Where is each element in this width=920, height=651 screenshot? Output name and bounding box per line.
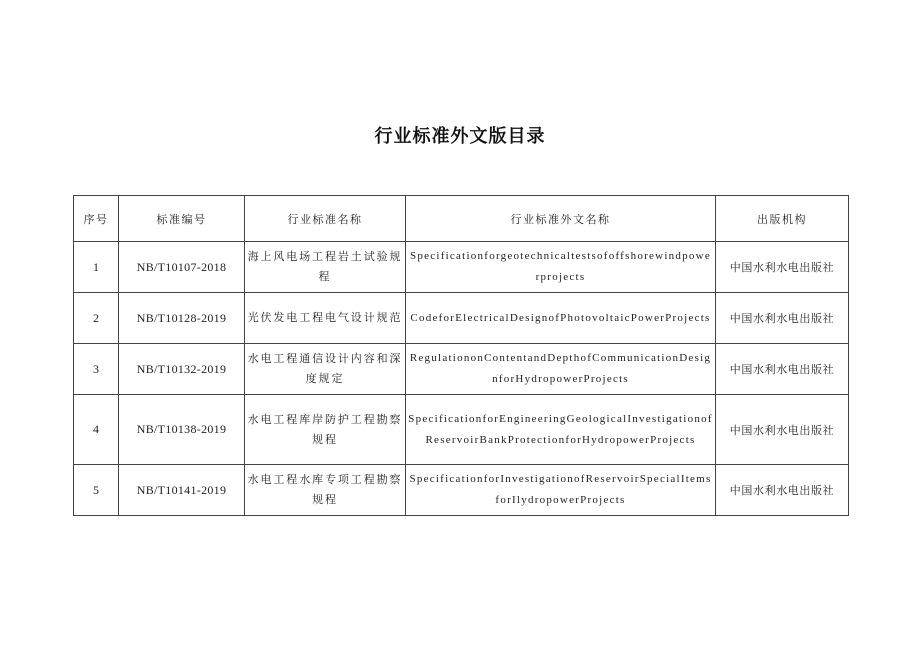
row-index: 1 [74,242,119,293]
row-standard-code: NB/T10138-2019 [119,395,245,465]
standards-catalog-table [73,195,849,516]
header-index: 序号 [74,196,119,242]
row-publisher: 中国水利水电出版社 [716,465,849,516]
table-header-row [74,196,849,242]
row-standard-code: NB/T10107-2018 [119,242,245,293]
table-row [74,242,849,293]
row-standard-code: NB/T10141-2019 [119,465,245,516]
row-cn-name: 水电工程水库专项工程勘察规程 [245,465,406,516]
row-en-name: RegulationonContentandDepthofCommunicationDesignforHydropowerProjects [406,344,716,395]
table-row [74,395,849,465]
row-index: 4 [74,395,119,465]
row-en-name: CodeforElectricalDesignofPhotovoltaicPowerProjects [406,293,716,344]
header-cn-name: 行业标准名称 [245,196,406,242]
row-index: 2 [74,293,119,344]
table-row [74,344,849,395]
row-index: 3 [74,344,119,395]
row-en-name: SpecificationforEngineeringGeologicalInvestigationofReservoirBankProtectionforHydropowerProjects [406,395,716,465]
row-en-name: Specificationforgeotechnicaltestsofoffshorewindpowerprojects [406,242,716,293]
row-index: 5 [74,465,119,516]
header-publisher: 出版机构 [716,196,849,242]
row-standard-code: NB/T10132-2019 [119,344,245,395]
row-cn-name: 光伏发电工程电气设计规范 [245,293,406,344]
row-cn-name: 水电工程库岸防护工程勘察规程 [245,395,406,465]
header-code: 标准编号 [119,196,245,242]
row-cn-name: 海上风电场工程岩土试验规程 [245,242,406,293]
row-en-name: SpecificationforInvestigationofReservoirSpecialItemsforIlydropowerProjects [406,465,716,516]
row-publisher: 中国水利水电出版社 [716,242,849,293]
document-title: 行业标准外文版目录 [374,126,546,147]
row-standard-code: NB/T10128-2019 [119,293,245,344]
row-publisher: 中国水利水电出版社 [716,395,849,465]
row-publisher: 中国水利水电出版社 [716,344,849,395]
row-publisher: 中国水利水电出版社 [716,293,849,344]
table-row [74,465,849,516]
header-en-name: 行业标准外文名称 [406,196,716,242]
row-cn-name: 水电工程通信设计内容和深度规定 [245,344,406,395]
table-row [74,293,849,344]
